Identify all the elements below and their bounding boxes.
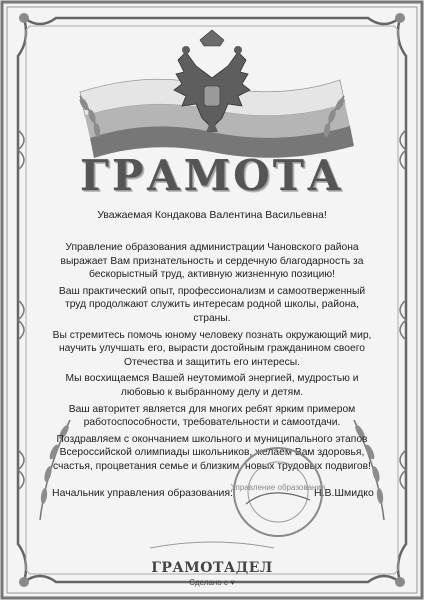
brand-tagline: Сделано с ♥: [189, 578, 235, 587]
signature-label: Начальник управления образования:: [52, 487, 233, 499]
paragraph: Поздравляем с окончанием школьного и муниципального этапов Всероссийской олимпиады школьников, желаем Вам здоровья, счастья, процветания семье и близким, новых трудовых подвигов!: [53, 433, 371, 472]
official-stamp-icon: [230, 444, 326, 540]
certificate-title: ГРАМОТА: [79, 151, 345, 200]
greeting-line: Уважаемая Кондакова Валентина Васильевна!: [97, 209, 327, 221]
brand-logo: ГРАМОТАДЕЛ: [151, 560, 273, 576]
paragraph: Мы восхищаемся Вашей неутомимой энергией, мудростью и любовью к выбранному делу и детям.: [65, 373, 359, 398]
paragraph: Ваш авторитет является для многих ребят ярким примером работоспособности, требовательности и самоотдачи.: [68, 403, 356, 429]
svg-text:Управление образования: Управление образования: [230, 483, 326, 492]
paragraph: Управление образования администрации Чановского района выражает Вам признательность и сердечную благодарность за бескорыстный труд, активную жизненную позицию!: [60, 242, 364, 281]
certificate-body: [52, 241, 372, 477]
paragraph: Вы стремитесь помочь юному человеку познать окружающий мир, научить улучшать его, вырасти достойным гражданином своего Отечества и защитить его интересы.: [52, 329, 372, 368]
paragraph: Ваш практический опыт, профессионализм и самоотверженный труд продолжают служить интересам родной школы, района, страны.: [58, 285, 366, 324]
signature-name: Н.В.Шмидко: [314, 487, 374, 499]
